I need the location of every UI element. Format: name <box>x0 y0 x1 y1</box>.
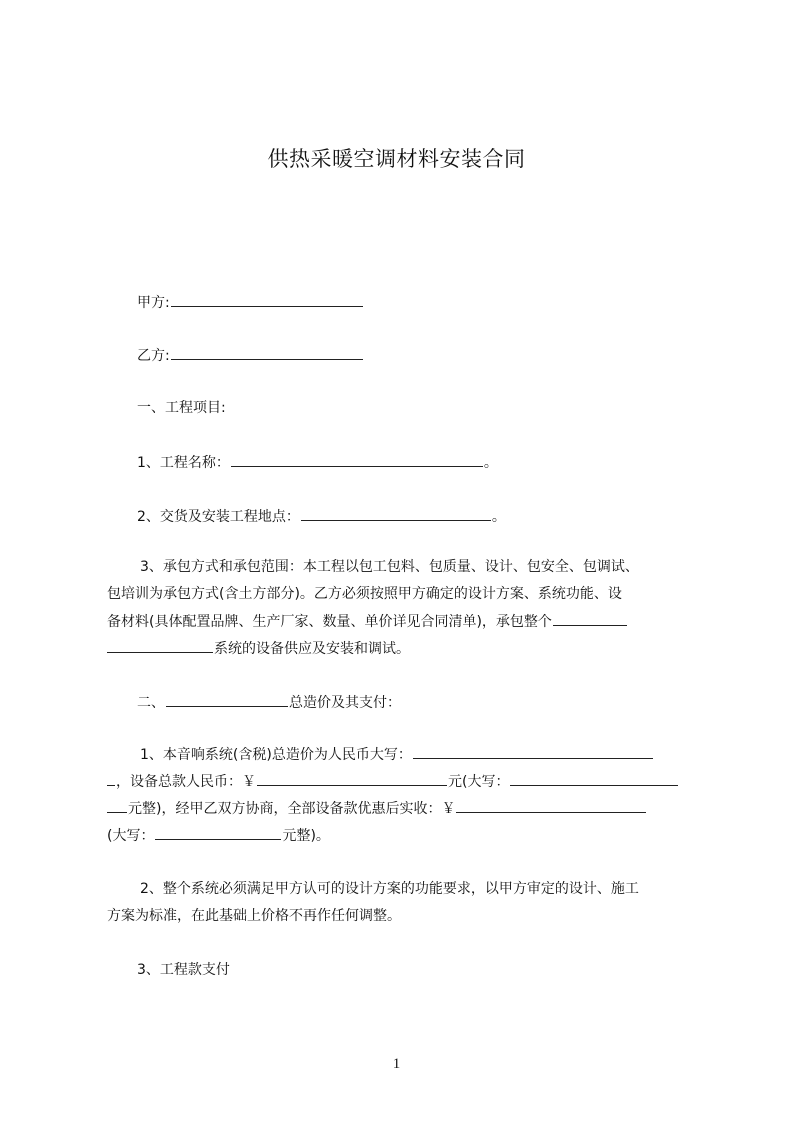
payment-1-line-3 <box>107 798 647 819</box>
payment-1-line-4 <box>107 825 330 846</box>
payment-1-line-2 <box>107 771 679 792</box>
payment-1-text-2a: ，设备总款人民币：￥ <box>116 774 256 790</box>
item-2-line <box>137 506 506 527</box>
item-3-line-2: 包培训为承包方式(含土方部分)。乙方必须按照甲方确定的设计方案、系统功能、设 <box>107 586 622 602</box>
item-3-line-4-text: 系统的设备供应及安装和调试。 <box>214 641 410 657</box>
item-1-label: 1、工程名称： <box>137 455 230 471</box>
page-title: 供热采暖空调材料安装合同 <box>267 147 526 171</box>
system-name-blank-part1[interactable] <box>553 611 627 626</box>
item-1-line <box>137 452 498 473</box>
item-3-line-1: 3、承包方式和承包范围：本工程以包工包料、包质量、设计、包安全、包调试、 <box>140 559 639 575</box>
payment-1-text-4b: 元整)。 <box>282 828 330 844</box>
section-2-suffix: 总造价及其支付： <box>289 695 401 711</box>
payment-1-text-3a: 元整)，经甲乙双方协商，全部设备款优惠后实收：￥ <box>128 801 456 817</box>
page-number: 1 <box>392 1056 401 1072</box>
section-1-heading: 一、工程项目: <box>137 400 226 416</box>
payment-1-text-2b: 元(大写： <box>448 774 510 790</box>
party-a-label: 甲方: <box>137 295 170 311</box>
item-3-line-3-text: 备材料(具体配置品牌、生产厂家、数量、单价详见合同清单)，承包整个 <box>107 614 552 630</box>
total-price-words-blank-cont[interactable] <box>107 771 115 786</box>
equipment-amount-words-blank[interactable] <box>510 771 678 786</box>
item-3-line-4 <box>107 638 410 659</box>
payment-2-line-2: 方案为标准，在此基础上价格不再作任何调整。 <box>107 908 401 924</box>
total-price-words-blank[interactable] <box>413 744 653 759</box>
equipment-amount-words-blank-cont[interactable] <box>107 798 127 813</box>
party-b-blank[interactable] <box>171 345 363 360</box>
item-3-line-3 <box>107 611 628 632</box>
item-2-label: 2、交货及安装工程地点： <box>137 509 300 525</box>
party-b-label: 乙方: <box>137 348 170 364</box>
payment-2-line-1: 2、整个系统必须满足甲方认可的设计方案的功能要求，以甲方审定的设计、施工 <box>140 881 639 897</box>
section-2-prefix: 二、 <box>137 695 165 711</box>
item-1-end: 。 <box>483 455 498 471</box>
party-b-line <box>137 345 364 366</box>
payment-3-heading: 3、工程款支付 <box>137 962 230 978</box>
equipment-amount-blank[interactable] <box>257 771 447 786</box>
section-2-heading <box>137 692 401 713</box>
system-name-blank-part2[interactable] <box>107 638 213 653</box>
item-2-end: 。 <box>491 509 506 525</box>
payment-1-text-4a: (大写： <box>107 828 155 844</box>
payment-1-line-1 <box>140 744 654 765</box>
project-name-blank[interactable] <box>231 452 483 467</box>
section-2-blank[interactable] <box>166 692 288 707</box>
payment-1-text-1: 1、本音响系统(含税)总造价为人民币大写： <box>140 747 412 763</box>
party-a-line <box>137 292 364 313</box>
discounted-amount-words-blank[interactable] <box>155 825 281 840</box>
discounted-amount-blank[interactable] <box>456 798 646 813</box>
site-location-blank[interactable] <box>301 506 491 521</box>
party-a-blank[interactable] <box>171 292 363 307</box>
